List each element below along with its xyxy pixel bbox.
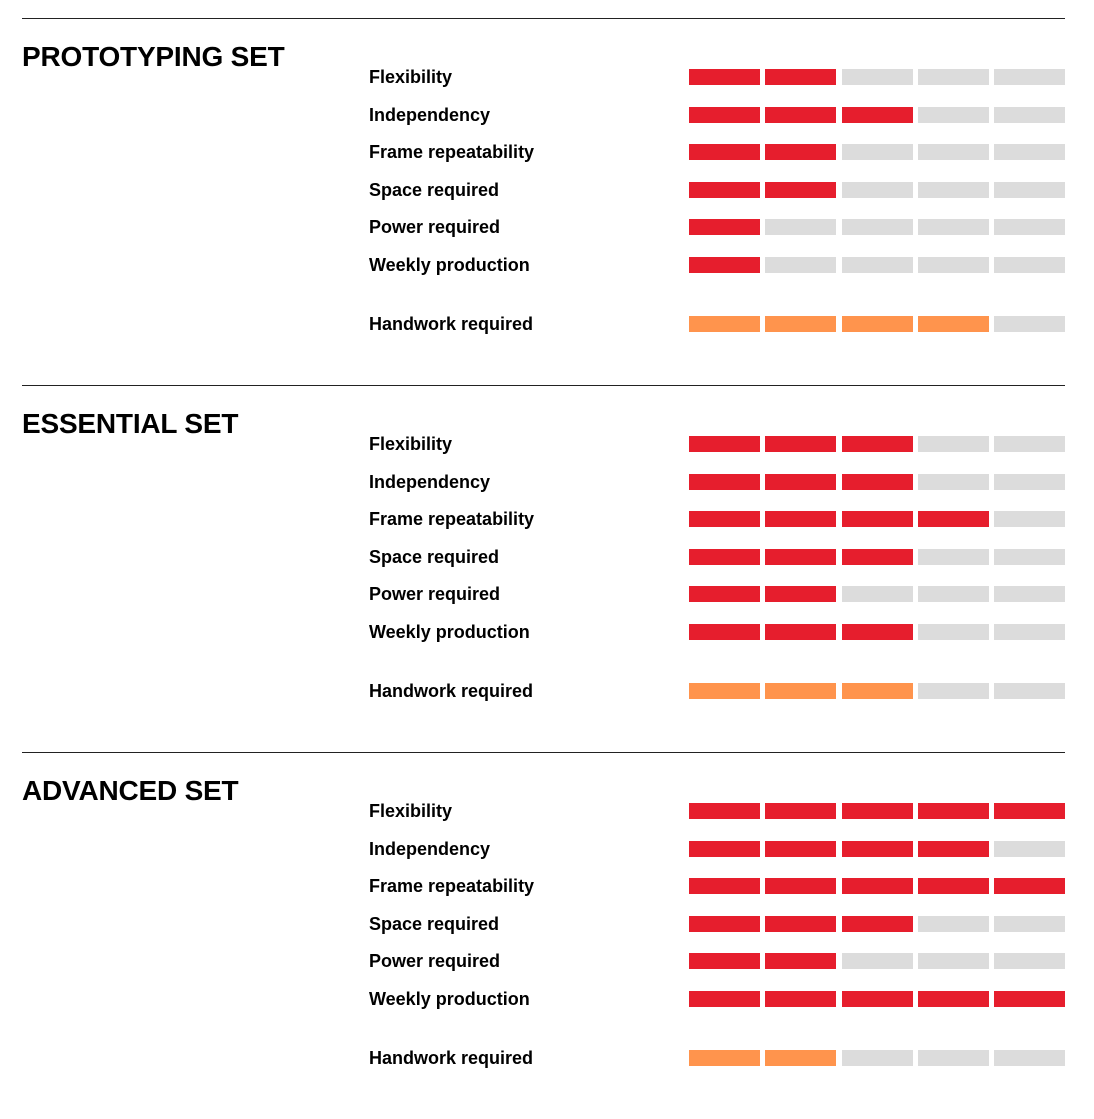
rating-segment-filled bbox=[765, 916, 836, 932]
rating-segment-filled bbox=[689, 803, 760, 819]
metric-row bbox=[369, 216, 1065, 238]
metric-row bbox=[369, 621, 1065, 643]
metric-label: Handwork required bbox=[369, 681, 534, 701]
metric-label: Weekly production bbox=[369, 989, 530, 1009]
rating-meter bbox=[689, 107, 1065, 123]
rating-segment-filled bbox=[918, 316, 989, 332]
metric-label: Handwork required bbox=[369, 314, 534, 334]
rating-segment-filled bbox=[994, 991, 1065, 1007]
metric-row bbox=[369, 875, 1065, 897]
rating-segment-filled bbox=[842, 474, 913, 490]
rating-segment-filled bbox=[765, 144, 836, 160]
metric-row bbox=[369, 913, 1065, 935]
rating-segment-empty bbox=[994, 511, 1065, 527]
metric-label: Handwork required bbox=[369, 1048, 534, 1068]
rating-meter bbox=[689, 257, 1065, 273]
rating-segment-empty bbox=[918, 624, 989, 640]
set-title: PROTOTYPING SET bbox=[22, 41, 285, 72]
rating-segment-filled bbox=[994, 803, 1065, 819]
rating-segment-filled bbox=[689, 991, 760, 1007]
rating-segment-empty bbox=[918, 219, 989, 235]
section-divider bbox=[22, 18, 1065, 19]
rating-segment-filled bbox=[689, 107, 760, 123]
rating-segment-filled bbox=[765, 841, 836, 857]
rating-segment-filled bbox=[918, 991, 989, 1007]
metric-row bbox=[369, 1047, 1065, 1069]
rating-segment-filled bbox=[765, 878, 836, 894]
rating-segment-filled bbox=[689, 182, 760, 198]
metric-row bbox=[369, 141, 1065, 163]
rating-segment-empty bbox=[994, 953, 1065, 969]
rating-segment-filled bbox=[689, 69, 760, 85]
metric-label: Independency bbox=[369, 472, 491, 492]
metric-row bbox=[369, 838, 1065, 860]
rating-segment-empty bbox=[994, 107, 1065, 123]
rating-segment-filled bbox=[765, 586, 836, 602]
rating-segment-filled bbox=[689, 511, 760, 527]
rating-segment-empty bbox=[994, 1050, 1065, 1066]
rating-segment-empty bbox=[994, 182, 1065, 198]
rating-segment-filled bbox=[842, 991, 913, 1007]
rating-segment-empty bbox=[994, 916, 1065, 932]
rating-meter bbox=[689, 511, 1065, 527]
metric-row bbox=[369, 800, 1065, 822]
metric-label: Flexibility bbox=[369, 434, 453, 454]
rating-segment-filled bbox=[689, 257, 760, 273]
rating-segment-filled bbox=[689, 219, 760, 235]
rating-meter bbox=[689, 436, 1065, 452]
metric-row bbox=[369, 471, 1065, 493]
rating-segment-empty bbox=[918, 107, 989, 123]
rating-segment-filled bbox=[918, 803, 989, 819]
rating-segment-filled bbox=[842, 316, 913, 332]
rating-segment-filled bbox=[689, 916, 760, 932]
rating-segment-filled bbox=[765, 316, 836, 332]
rating-segment-filled bbox=[689, 953, 760, 969]
rating-segment-empty bbox=[994, 549, 1065, 565]
metric-label: Weekly production bbox=[369, 622, 530, 642]
rating-segment-filled bbox=[689, 841, 760, 857]
rating-segment-filled bbox=[842, 916, 913, 932]
rating-segment-filled bbox=[765, 436, 836, 452]
rating-meter bbox=[689, 144, 1065, 160]
rating-segment-filled bbox=[765, 511, 836, 527]
rating-meter bbox=[689, 916, 1065, 932]
metric-label: Flexibility bbox=[369, 67, 453, 87]
metric-label: Power required bbox=[369, 217, 501, 237]
rating-segment-empty bbox=[918, 549, 989, 565]
rating-segment-filled bbox=[842, 841, 913, 857]
rating-segment-empty bbox=[842, 953, 913, 969]
metric-row bbox=[369, 66, 1065, 88]
rating-segment-filled bbox=[918, 878, 989, 894]
rating-segment-empty bbox=[918, 953, 989, 969]
set-title: ESSENTIAL SET bbox=[22, 408, 239, 439]
metric-row bbox=[369, 680, 1065, 702]
rating-segment-filled bbox=[842, 511, 913, 527]
rating-segment-filled bbox=[689, 586, 760, 602]
set-section bbox=[22, 385, 1065, 752]
metric-label: Space required bbox=[369, 547, 500, 567]
metric-label: Space required bbox=[369, 180, 500, 200]
rating-segment-filled bbox=[689, 624, 760, 640]
rating-meter bbox=[689, 1050, 1065, 1066]
rating-segment-empty bbox=[918, 144, 989, 160]
rating-segment-filled bbox=[994, 878, 1065, 894]
rating-segment-filled bbox=[765, 182, 836, 198]
rating-segment-filled bbox=[842, 624, 913, 640]
set-section bbox=[22, 752, 1065, 1119]
rating-segment-empty bbox=[918, 683, 989, 699]
rating-segment-filled bbox=[689, 436, 760, 452]
metric-row bbox=[369, 313, 1065, 335]
metric-row bbox=[369, 179, 1065, 201]
rating-segment-empty bbox=[918, 586, 989, 602]
metric-row bbox=[369, 546, 1065, 568]
rating-segment-empty bbox=[994, 257, 1065, 273]
metric-label: Frame repeatability bbox=[369, 509, 535, 529]
rating-meter bbox=[689, 219, 1065, 235]
rating-segment-empty bbox=[842, 144, 913, 160]
rating-segment-empty bbox=[994, 219, 1065, 235]
rating-segment-empty bbox=[918, 257, 989, 273]
metric-row bbox=[369, 583, 1065, 605]
rating-segment-empty bbox=[918, 436, 989, 452]
metric-label: Weekly production bbox=[369, 255, 530, 275]
rating-segment-empty bbox=[994, 841, 1065, 857]
rating-segment-filled bbox=[842, 683, 913, 699]
metric-row bbox=[369, 950, 1065, 972]
rating-meter bbox=[689, 878, 1065, 894]
rating-segment-empty bbox=[918, 182, 989, 198]
rating-segment-empty bbox=[994, 683, 1065, 699]
rating-segment-filled bbox=[842, 436, 913, 452]
rating-segment-filled bbox=[689, 549, 760, 565]
metric-label: Power required bbox=[369, 584, 501, 604]
rating-segment-filled bbox=[689, 878, 760, 894]
rating-segment-empty bbox=[765, 219, 836, 235]
rating-segment-empty bbox=[994, 474, 1065, 490]
rating-segment-empty bbox=[842, 586, 913, 602]
rating-segment-filled bbox=[689, 316, 760, 332]
rating-meter bbox=[689, 803, 1065, 819]
rating-segment-empty bbox=[842, 182, 913, 198]
rating-meter bbox=[689, 991, 1065, 1007]
metric-label: Space required bbox=[369, 914, 500, 934]
rating-segment-empty bbox=[765, 257, 836, 273]
rating-segment-empty bbox=[842, 257, 913, 273]
rating-segment-filled bbox=[765, 1050, 836, 1066]
metric-row bbox=[369, 104, 1065, 126]
rating-segment-filled bbox=[765, 953, 836, 969]
section-divider bbox=[22, 752, 1065, 753]
rating-segment-filled bbox=[689, 474, 760, 490]
section-divider bbox=[22, 385, 1065, 386]
rating-meter bbox=[689, 586, 1065, 602]
rating-segment-empty bbox=[994, 69, 1065, 85]
metric-row bbox=[369, 433, 1065, 455]
rating-segment-empty bbox=[842, 1050, 913, 1066]
set-section bbox=[22, 18, 1065, 385]
rating-segment-empty bbox=[918, 1050, 989, 1066]
rating-segment-filled bbox=[765, 69, 836, 85]
rating-segment-filled bbox=[765, 549, 836, 565]
metric-row bbox=[369, 508, 1065, 530]
rating-segment-filled bbox=[689, 683, 760, 699]
rating-meter bbox=[689, 953, 1065, 969]
rating-segment-empty bbox=[994, 586, 1065, 602]
rating-segment-empty bbox=[842, 69, 913, 85]
rating-segment-filled bbox=[765, 991, 836, 1007]
metric-row bbox=[369, 254, 1065, 276]
rating-meter bbox=[689, 624, 1065, 640]
rating-segment-filled bbox=[765, 474, 836, 490]
metric-label: Frame repeatability bbox=[369, 876, 535, 896]
rating-segment-filled bbox=[765, 624, 836, 640]
metric-row bbox=[369, 988, 1065, 1010]
rating-segment-filled bbox=[842, 107, 913, 123]
rating-segment-filled bbox=[842, 549, 913, 565]
rating-segment-empty bbox=[994, 144, 1065, 160]
rating-segment-empty bbox=[994, 436, 1065, 452]
rating-segment-filled bbox=[765, 107, 836, 123]
rating-segment-empty bbox=[994, 316, 1065, 332]
rating-meter bbox=[689, 683, 1065, 699]
rating-meter bbox=[689, 474, 1065, 490]
rating-segment-empty bbox=[918, 474, 989, 490]
rating-meter bbox=[689, 69, 1065, 85]
rating-segment-filled bbox=[765, 683, 836, 699]
rating-segment-filled bbox=[689, 1050, 760, 1066]
rating-segment-filled bbox=[918, 511, 989, 527]
set-title: ADVANCED SET bbox=[22, 775, 239, 806]
rating-segment-empty bbox=[918, 69, 989, 85]
metric-label: Power required bbox=[369, 951, 501, 971]
rating-segment-empty bbox=[918, 916, 989, 932]
rating-meter bbox=[689, 316, 1065, 332]
rating-segment-filled bbox=[842, 803, 913, 819]
metric-label: Flexibility bbox=[369, 801, 453, 821]
metric-label: Frame repeatability bbox=[369, 142, 535, 162]
metric-label: Independency bbox=[369, 839, 491, 859]
rating-meter bbox=[689, 182, 1065, 198]
rating-segment-empty bbox=[994, 624, 1065, 640]
rating-segment-filled bbox=[842, 878, 913, 894]
rating-meter bbox=[689, 549, 1065, 565]
rating-segment-filled bbox=[918, 841, 989, 857]
metric-label: Independency bbox=[369, 105, 491, 125]
rating-segment-filled bbox=[765, 803, 836, 819]
rating-meter bbox=[689, 841, 1065, 857]
rating-segment-empty bbox=[842, 219, 913, 235]
rating-segment-filled bbox=[689, 144, 760, 160]
